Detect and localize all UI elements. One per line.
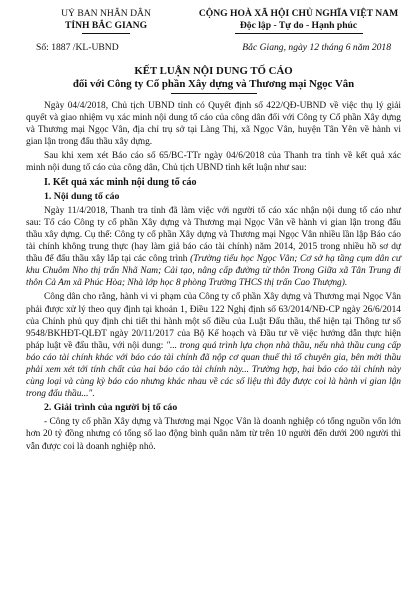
motto-underline xyxy=(235,33,363,34)
agency-underline xyxy=(82,33,130,34)
paragraph-4: Công dân cho rằng, hành vi vi phạm của Công ty cổ phần Xây dựng và Thương mại Ngọc Vân phải được xử lý theo quy định tại khoản 1, Điều 122 Nghị định số 63/2014/NĐ-CP ngày 26/6/2014 của Chính phủ quy định chi tiết thi hành một số điều của Luật Đấu thầu, thể hiện tại Thông tư số 9548/BKHĐT-QLĐT ngày 20/11/2017 của Bộ Kế hoạch và Đầu tư về việc hướng dẫn thực hiện pháp luật về đấu thầu, với nội dung: "... trong quá trình lựa chọn nhà thầu, nếu nhà thầu cung cấp báo cáo tài chính khác với báo cáo tài chính đã nộp cơ quan thuế thì tổ chuyên gia, bên mời thầu phải xem xét tới tính chất của hai báo cáo tài chính này... Trường hợp, hai báo cáo tài chính này cùng loại và cùng kỳ báo cáo nhưng khác nhau về các số liệu thì đây được coi là hành vi gian lận trong đấu thầu...". xyxy=(26,292,401,400)
national-motto xyxy=(196,8,401,34)
agency-line-2: TỈNH BẮC GIANG xyxy=(64,20,148,31)
document-body xyxy=(26,100,401,453)
paragraph-2: Sau khi xem xét Báo cáo số 65/BC-TTr ngày 04/6/2018 của Thanh tra tỉnh về kết quả xác minh nội dung tố cáo của công dân, Chủ tịch UBND tỉnh kết luận như sau: xyxy=(26,151,401,174)
place-date: Bắc Giang, ngày 12 tháng 6 năm 2018 xyxy=(242,42,391,53)
handwritten-number: 1887 xyxy=(51,42,71,53)
agency-line-1: UỶ BAN NHÂN DÂN xyxy=(61,8,151,19)
paragraph-3: Ngày 11/4/2018, Thanh tra tỉnh đã làm việc với người tố cáo xác nhận nội dung tố cáo như sau: Tố cáo Công ty cổ phần Xây dựng và Thương mại Ngọc Vân về hành vi gian lận trong đấu thầu xây dựng. Cụ thể: Công ty cổ phần Xây dựng và Thương mại Ngọc Vân nhiều lần lập Báo cáo tài chính không trung thực (hay làm giả báo cáo tài chính) năm 2014, 2015 trong nhiều hồ sơ dự thầu để đấu thầu xây lắp tại các công trình (Trường tiểu học Ngọc Vân; Cơ sở hạ tầng cụm dân cư khu Chuôm Nho thị trấn Nhã Nam; Cải tạo, nâng cấp đường từ thôn Trong Giữa xã Tân Trung đi thôn Cả Am xã Phúc Hòa; Nhà lớp học 8 phòng Trường THCS thị trấn Cao Thượng). xyxy=(26,205,401,289)
issuing-agency xyxy=(26,8,186,34)
document-number: Số: 1887 /KL-UBND xyxy=(36,42,119,53)
subheading-2: 2. Giải trình của người bị tố cáo xyxy=(44,402,178,414)
title-underline xyxy=(171,93,257,94)
title-line-1: KẾT LUẬN NỘI DUNG TỐ CÁO xyxy=(134,65,293,77)
section-heading-1: I. Kết quả xác minh nội dung tố cáo xyxy=(44,176,197,188)
document-header xyxy=(26,8,401,34)
country-name: CỘNG HOÀ XÃ HỘI CHỦ NGHĨA VIỆT NAM xyxy=(198,8,399,19)
number-date-row xyxy=(26,42,401,53)
title-line-2: đối với Công ty Cổ phần Xây dựng và Thương mại Ngọc Vân xyxy=(72,78,355,90)
paragraph-5: - Công ty cổ phần Xây dựng và Thương mại Ngọc Vân là doanh nghiệp có tổng nguồn vốn lớn hơn 20 tỷ đồng nhưng có tổng số lao động bình quân năm từ trên 10 người đến dưới 200 người thì vẫn được coi là doanh nghiệp nhỏ. xyxy=(26,417,401,452)
handwritten-day: 12 xyxy=(309,42,320,53)
document-title xyxy=(26,65,401,91)
paragraph-1: Ngày 04/4/2018, Chủ tịch UBND tỉnh có Quyết định số 422/QĐ-UBND về việc thụ lý giải quyết và giao nhiệm vụ xác minh nội dung tố cáo của công dân đối với Công ty Cổ phần Xây dựng và Thương mại Ngọc Vân, địa chỉ trụ sở tại Làng Thị, xã Ngọc Vân, huyện Tân Yên về hành vi gian lận trong đấu thầu xây dựng. xyxy=(26,101,401,148)
subheading-1: 1. Nội dung tố cáo xyxy=(44,190,120,202)
motto: Độc lập - Tự do - Hạnh phúc xyxy=(239,20,358,31)
